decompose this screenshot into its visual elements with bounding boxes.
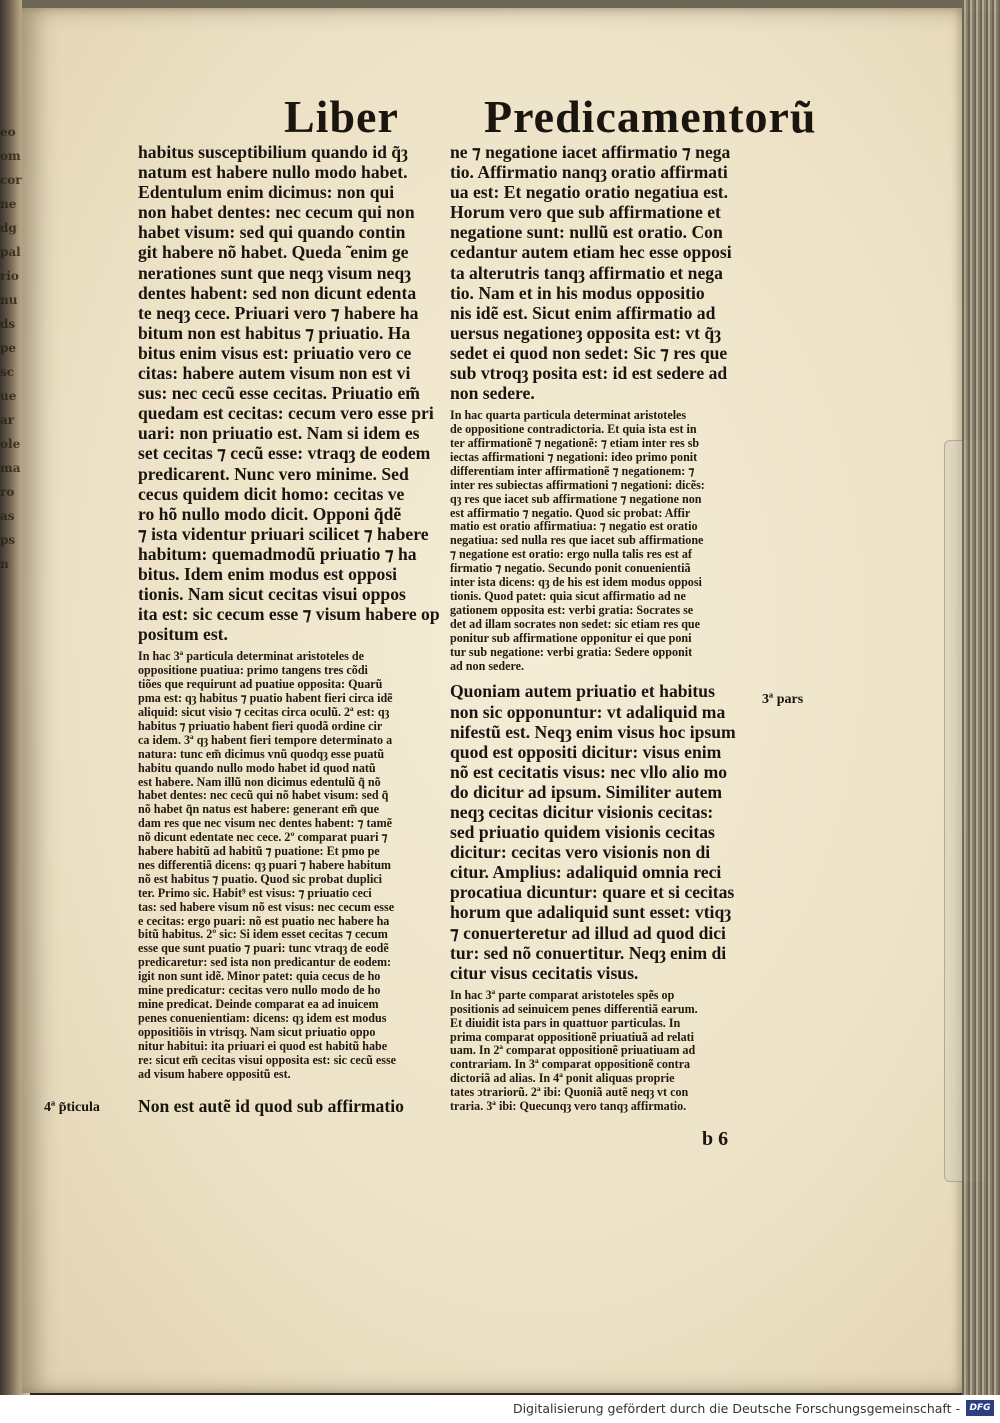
- left-last-line: Non est autẽ id quod sub affirmatio: [138, 1096, 404, 1116]
- text-line: tionis. Nam sicut cecitas visui oppos: [138, 584, 406, 605]
- commentary-line: mine predicatur: cecitas vero nullo modo de ho: [138, 983, 381, 998]
- commentary-line: mine predicat. Deinde comparat ea ad inuicem: [138, 997, 379, 1011]
- commentary-line: qȝ res que iacet sub affirmatione ⁊ negatione non: [450, 491, 702, 506]
- commentary-line: traria. 3ª ibi: Quecunqȝ vero tanqȝ affirmatio.: [450, 1099, 687, 1114]
- commentary-line: est affirmatio ⁊ negatio. Quod sic probat: Affir: [450, 505, 691, 520]
- commentary-line: ter. Primo sic. Habit⁹ est visus: ⁊ priuatio ceci: [138, 885, 372, 900]
- left-column: [138, 142, 440, 1081]
- text-line: sus: nec cecũ esse cecitas. Priuatio em̃: [138, 383, 420, 404]
- commentary-line: firmatio ⁊ negatio. Secundo ponit conuenientiã: [450, 561, 691, 576]
- text-line: habitum: quemadmodũ priuatio ⁊ ha: [138, 543, 417, 564]
- text-line: sedet ei quod non sedet: Sic ⁊ res que: [450, 342, 728, 363]
- commentary-line: iectas affirmationi ⁊ negationi: ideo primo ponit: [450, 449, 698, 464]
- commentary-line: In hac quarta particula determinat aristoteles: [450, 408, 687, 423]
- text-line: ⁊ conuerteretur ad illud ad quod dici: [450, 922, 726, 943]
- text-line: horum que adaliquid sunt esset: vtiqȝ: [450, 902, 731, 923]
- text-line: bitum non est habitus ⁊ priuatio. Ha: [138, 322, 411, 343]
- right-column: [450, 142, 762, 1114]
- commentary-line: ad visum habere oppositũ est.: [138, 1066, 291, 1081]
- commentary-line: predicaretur: sed ista non predicantur de eodem:: [138, 955, 392, 970]
- text-line: Horum vero que sub affirmatione et: [450, 202, 721, 223]
- commentary-line: aliquid: sicut visio ⁊ cecitas circa oculũ. 2ª est: qȝ: [138, 704, 390, 719]
- commentary-line: habet dentes: nec cecũ qui nõ habet visum: sed q̃: [138, 788, 389, 803]
- text-line: bitus enim visus est: priuatio vero ce: [138, 342, 412, 363]
- text-line: bitus. Idem enim modus est opposi: [138, 563, 398, 584]
- text-line: do dicitur ad ipsum. Similiter autem: [450, 781, 723, 802]
- commentary-line: dam res que nec visum nec dentes habent: ⁊ tamẽ: [138, 816, 393, 831]
- text-line: ua est: Et negatio oratio negatiua est.: [450, 182, 729, 203]
- commentary-line: est habere. Nam illũ non dicimus edentulũ q̃ nõ: [138, 774, 381, 789]
- commentary-line: nõ est habitus ⁊ puatio. Quod sic probat duplici: [138, 871, 383, 886]
- text-line: procatiua dicuntur: quare et si cecitas: [450, 882, 735, 903]
- running-head-right: Predicamentorũ: [484, 91, 817, 142]
- text-line: negatione sunt: nullũ est oratio. Con: [450, 222, 723, 243]
- commentary-line: natura: tunc em̃ dicimus vnũ quodqȝ esse puatũ: [138, 746, 385, 761]
- text-line: ⁊ ista videntur priuari scilicet ⁊ habere: [138, 523, 429, 544]
- commentary-line: uam. In 2ª comparat oppositionẽ priuatiuam ad: [450, 1043, 696, 1058]
- text-line: cecus quidem dicit homo: cecitas ve: [138, 483, 405, 504]
- commentary-line: habere habitũ ad habitũ ⁊ puatione: Et pmo pe: [138, 844, 380, 859]
- commentary-line: differentiam inter affirmationẽ ⁊ negationem: ⁊: [450, 463, 695, 478]
- text-line: habet visum: sed qui quando contin: [138, 222, 406, 243]
- text-line: cedantur autem etiam hec esse opposi: [450, 242, 732, 263]
- page-fore-edge: [962, 0, 1000, 1395]
- commentary-line: dictoriã ad alias. In 4ª ponit aliquas proprie: [450, 1071, 675, 1086]
- text-line: natum est habere nullo modo habet.: [138, 162, 408, 183]
- commentary-line: ponitur sub affirmatione opponitur ei que poni: [450, 630, 692, 645]
- left-page-fragment: eoomcornedgpalrionudspescuearolemaroaspsn: [0, 125, 22, 571]
- text-line: ro hõ nullo modo dicit. Opponi q̃dẽ: [138, 503, 402, 524]
- commentary-line: In hac 3ª particula determinat aristoteles de: [138, 649, 364, 664]
- commentary-line: nõ habet q̃n natus est habere: generant em̃ que: [138, 802, 379, 817]
- text-line: neqȝ cecitas dicitur visionis cecitas:: [450, 802, 714, 822]
- commentary-line: Et diuidit ista pars in quattuor particulas. In: [450, 1015, 681, 1030]
- text-line: citur visus cecitatis visus.: [450, 962, 639, 983]
- commentary-line: ad non sedere.: [450, 658, 525, 673]
- text-line: ita est: sic cecum esse ⁊ visum habere op: [138, 604, 440, 625]
- commentary-line: det ad illam socrates non sedet: sic etiam res que: [450, 616, 701, 631]
- commentary-line: inter res subiectas affirmationi ⁊ negationi: dicẽs:: [450, 477, 705, 492]
- right-commentary-1: [450, 409, 762, 673]
- commentary-line: oppositiõis in vtrisqȝ. Nam sicut priuatio oppo: [138, 1024, 376, 1039]
- text-line: tio. Nam et in his modus oppositio: [450, 282, 705, 303]
- text-line: Quoniam autem priuatio et habitus: [450, 681, 715, 702]
- text-line: dentes habent: sed non dicunt edenta: [138, 282, 417, 303]
- commentary-line: prima comparat oppositionẽ priuatiuã ad relati: [450, 1029, 695, 1044]
- running-head-left: Liber: [284, 91, 399, 142]
- commentary-line: matio est oratio affirmatiua: ⁊ negatio est oratio: [450, 519, 698, 534]
- commentary-line: bitũ habitus. 2º sic: Si idem esset cecitas ⁊ cecum: [138, 927, 388, 942]
- commentary-line: ter affirmationẽ ⁊ negationẽ: ⁊ etiam inter res sb: [450, 436, 700, 451]
- commentary-line: habitu quando nullo modo habet id quod natũ: [138, 760, 376, 775]
- dfg-logo: DFG: [966, 1400, 994, 1416]
- text-line: nis idẽ est. Sicut enim affirmatio ad: [450, 302, 716, 323]
- commentary-line: positionis ad seinuicem penes differentiã earum.: [450, 1001, 698, 1016]
- left-commentary: [138, 650, 436, 1081]
- right-commentary-2: [450, 989, 762, 1114]
- commentary-line: nes differentiã dicens: qȝ puari ⁊ habere habitum: [138, 857, 391, 872]
- commentary-line: de oppositione contradictoria. Et quia ista est in: [450, 422, 697, 437]
- commentary-line: tates ↄtrariorũ. 2ª ibi: Quoniã autẽ neqȝ vt con: [450, 1085, 689, 1100]
- signature-mark: b 6: [702, 1128, 729, 1150]
- footer-credit: Digitalisierung gefördert durch die Deutsche Forschungsgemeinschaft -: [512, 1401, 960, 1416]
- text-line: nifestũ est. Neqȝ enim visus hoc ipsum: [450, 721, 736, 742]
- text-line: predicarent. Nunc vero minime. Sed: [138, 463, 409, 484]
- text-line: Edentulum enim dicimus: non qui: [138, 182, 395, 203]
- commentary-line: negatiua: sed nulla res que iacet sub affirmatione: [450, 533, 704, 548]
- text-line: tio. Affirmatio nanqȝ oratio affirmati: [450, 162, 728, 183]
- commentary-line: tas: sed habere visum nõ est visus: nec cecum esse: [138, 899, 395, 914]
- text-line: sed priuatio quidem visionis cecitas: [450, 822, 715, 843]
- commentary-line: pma est: qȝ habitus ⁊ puatio habent fieri circa idẽ: [138, 691, 393, 706]
- commentary-line: penes conuenientiam: dicens: qȝ idem est modus: [138, 1010, 387, 1025]
- commentary-line: tiões que requirunt ad puatiue opposita: Quarũ: [138, 677, 383, 692]
- text-line: te neqȝ cece. Priuari vero ⁊ habere ha: [138, 302, 419, 323]
- text-line: citas: habere autem visum non est vi: [138, 363, 411, 384]
- commentary-line: esse que sunt puatio ⁊ puari: tunc vtraqȝ de eodẽ: [138, 941, 389, 956]
- text-line: non sedere.: [450, 383, 535, 404]
- margin-note-left: 4ª p̃ticula: [44, 1100, 100, 1115]
- commentary-line: In hac 3ª parte comparat aristoteles spẽs op: [450, 987, 675, 1002]
- text-line: set cecitas ⁊ cecũ esse: vtraqȝ de eodem: [138, 443, 431, 464]
- commentary-line: ⁊ negatione est oratio: ergo nulla talis res est af: [450, 547, 692, 562]
- text-line: non habet dentes: nec cecum qui non: [138, 202, 415, 223]
- footer-bar: [0, 1395, 1000, 1423]
- commentary-line: e cecitas: ergo puari: nõ est puatio nec habere ha: [138, 913, 390, 928]
- commentary-line: tur sub negatione: verbi gratia: Sedere opponit: [450, 644, 693, 659]
- commentary-line: gationem opposita est: verbi gratia: Socrates se: [450, 602, 694, 617]
- commentary-line: ca idem. 3ª qȝ habent fieri tempore determinato a: [138, 732, 393, 747]
- commentary-line: habitus ⁊ priuatio habent fieri quodã ordine cir: [138, 718, 383, 733]
- commentary-line: contrariam. In 3ª comparat oppositionẽ contra: [450, 1057, 691, 1072]
- commentary-line: oppositione puatiua: primo tangens tres cõdi: [138, 663, 368, 678]
- text-line: quedam est cecitas: cecum vero esse pri: [138, 403, 434, 424]
- text-line: uersus negationeȝ opposita est: vt q̃ȝ: [450, 322, 721, 343]
- text-line: tur: sed nõ conuertitur. Neqȝ enim di: [450, 942, 727, 963]
- text-line: ne ⁊ negatione iacet affirmatio ⁊ nega: [450, 142, 731, 162]
- text-line: non sic opponuntur: vt adaliquid ma: [450, 701, 726, 722]
- commentary-line: tionis. Quod patet: quia sicut affirmatio ad ne: [450, 589, 686, 603]
- commentary-line: nitur habitui: ita priuari ei quod est habitũ habe: [138, 1038, 388, 1053]
- page: [22, 8, 962, 1393]
- text-line: positum est.: [138, 624, 228, 645]
- commentary-line: nõ dicunt edentate nec cece. 2º comparat puari ⁊: [138, 830, 388, 845]
- text-line: nerationes sunt que neqȝ visum neqȝ: [138, 262, 411, 283]
- commentary-line: re: sicut em̃ cecitas visui opposita est: sic cecũ esse: [138, 1052, 397, 1067]
- right-main-text-1: [450, 142, 762, 403]
- text-line: nõ est cecitatis visus: nec vllo alio mo: [450, 761, 728, 782]
- text-line: habitus susceptibilium quando id q̃ȝ: [138, 142, 408, 162]
- text-line: ta alterutris tanqȝ affirmatio et nega: [450, 262, 723, 283]
- right-main-text-2: [450, 681, 762, 982]
- left-main-text: [138, 142, 440, 645]
- text-line: dicitur: cecitas vero visionis non di: [450, 842, 711, 863]
- margin-note-right: 3ª pars: [762, 692, 804, 707]
- text-line: uari: non priuatio est. Nam si idem es: [138, 423, 420, 444]
- text-line: sub vtroqȝ posita est: id est sedere ad: [450, 363, 728, 384]
- text-line: git habere nõ habet. Queda ̃ enim ge: [138, 242, 409, 263]
- text-line: quod est oppositi dicitur: visus enim: [450, 741, 722, 762]
- text-line: citur. Amplius: adaliquid omnia reci: [450, 862, 722, 883]
- commentary-line: igit non sunt idẽ. Minor patet: quia cecus de ho: [138, 969, 381, 984]
- commentary-line: inter ista dicens: qȝ de his est idem modus opposi: [450, 575, 702, 590]
